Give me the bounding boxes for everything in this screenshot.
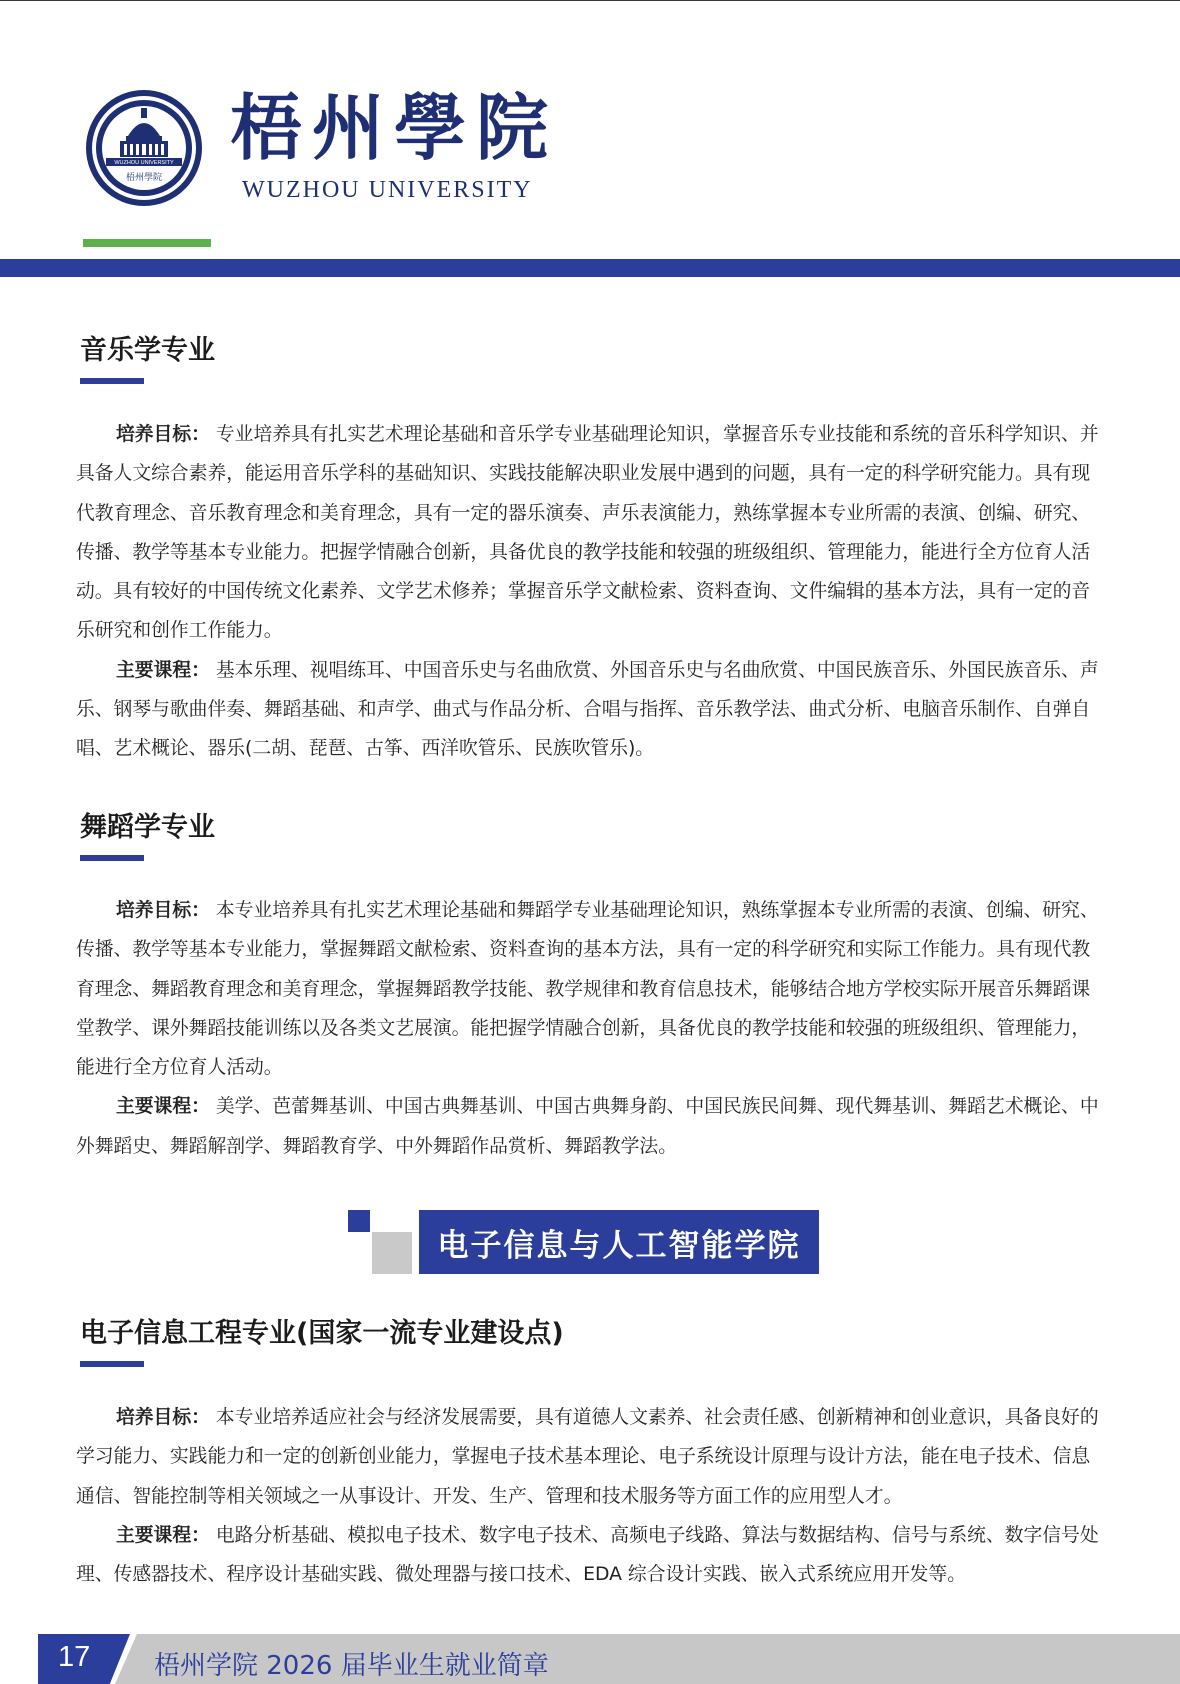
header-blue-band <box>0 259 1180 277</box>
courses-paragraph <box>76 1087 1104 1166</box>
courses-label: 主要课程： <box>116 659 210 681</box>
training-goal-paragraph <box>76 891 1104 1087</box>
section-underline <box>80 1361 144 1367</box>
training-goal-text: 专业培养具有扎实艺术理论基础和音乐学专业基础理论知识，掌握音乐专业技能和系统的音乐科学知识、并具备人文综合素养，能运用音乐学科的基础知识、实践技能解决职业发展中遇到的问题，具有一定的科学研究能力。具有现代教育理念、音乐教育理念和美育理念，具有一定的器乐演奏、声乐表演能力，熟练掌握本专业所需的表演、创编、研究、传播、教学等基本专业能力。把握学情融合创新，具备优良的教学技能和较强的班级组织、管理能力，能进行全方位育人活动。具有较好的中国传统文化素养、文学艺术修养；掌握音乐学文献检索、资料查询、文件编辑的基本方法，具有一定的音乐研究和创作工作能力。 <box>76 424 1099 642</box>
section-title-music: 音乐学专业 <box>80 335 215 366</box>
section-body-dance <box>76 891 1104 1166</box>
courses-text: 基本乐理、视唱练耳、中国音乐史与名曲欣赏、外国音乐史与名曲欣赏、中国民族音乐、外国民族音乐、声乐、钢琴与歌曲伴奏、舞蹈基础、和声学、曲式与作品分析、合唱与指挥、音乐教学法、曲式分析、电脑音乐制作、自弹自唱、艺术概论、器乐(二胡、琵琶、古筝、西洋吹管乐、民族吹管乐)。 <box>76 659 1099 760</box>
training-goal-label: 培养目标： <box>116 424 210 445</box>
green-accent-bar <box>83 239 211 247</box>
banner-decoration-gray <box>372 1232 412 1274</box>
training-goal-label: 培养目标： <box>116 900 210 921</box>
courses-text: 美学、芭蕾舞基训、中国古典舞基训、中国古典舞身韵、中国民族民间舞、现代舞基训、舞蹈艺术概论、中外舞蹈史、舞蹈解剖学、舞蹈教育学、中外舞蹈作品赏析、舞蹈教学法。 <box>76 1096 1099 1157</box>
section-title-electronic: 电子信息工程专业(国家一流专业建设点) <box>80 1318 564 1349</box>
training-goal-text: 本专业培养具有扎实艺术理论基础和舞蹈学专业基础理论知识，熟练掌握本专业所需的表演、创编、研究、传播、教学等基本专业能力，掌握舞蹈文献检索、资料查询的基本方法，具有一定的科学研究和实际工作能力。具有现代教育理念、舞蹈教育理念和美育理念，掌握舞蹈教学技能、教学规律和教育信息技术，能够结合地方学校实际开展音乐舞蹈课堂教学、课外舞蹈技能训练以及各类文艺展演。能把握学情融合创新，具备优良的教学技能和较强的班级组织、管理能力，能进行全方位育人活动。 <box>76 900 1099 1079</box>
courses-text: 电路分析基础、模拟电子技术、数字电子技术、高频电子线路、算法与数据结构、信号与系统、数字信号处理、传感器技术、程序设计基础实践、微处理器与接口技术、EDA 综合设计实践、嵌入式系统应用开发等。 <box>76 1524 1099 1586</box>
courses-label: 主要课程： <box>116 1524 210 1546</box>
seal-chinese-text: 梧州學院 <box>125 173 163 183</box>
training-goal-paragraph <box>76 415 1104 651</box>
training-goal-text: 本专业培养适应社会与经济发展需要，具有道德人文素养、社会责任感、创新精神和创业意识，具备良好的学习能力、实践能力和一定的创新创业能力，掌握电子技术基本理论、电子系统设计原理与设计方法，能在电子技术、信息通信、智能控制等相关领域之一从事设计、开发、生产、管理和技术服务等方面工作的应用型人才。 <box>76 1407 1099 1507</box>
section-underline <box>80 855 144 861</box>
section-body-music <box>76 415 1104 769</box>
banner-decoration-blue <box>348 1210 370 1232</box>
training-goal-label: 培养目标： <box>116 1407 210 1428</box>
school-name-chinese: 梧州學院 <box>230 85 559 170</box>
school-name-english: WUZHOU UNIVERSITY <box>242 177 533 203</box>
college-banner: 电子信息与人工智能学院 <box>419 1210 819 1274</box>
training-goal-paragraph <box>76 1398 1104 1516</box>
footer-title: 梧州学院 2026 届毕业生就业简章 <box>154 1651 549 1681</box>
page-number: 17 <box>58 1641 91 1673</box>
section-underline <box>80 378 144 384</box>
courses-label: 主要课程： <box>116 1096 210 1118</box>
courses-paragraph <box>76 1516 1104 1595</box>
section-title-dance: 舞蹈学专业 <box>80 812 215 843</box>
university-seal-icon <box>84 88 204 208</box>
courses-paragraph <box>76 651 1104 769</box>
section-body-electronic <box>76 1398 1104 1594</box>
top-rule <box>0 0 1180 1</box>
seal-english-text: WUZHOU UNIVERSITY <box>114 160 174 166</box>
